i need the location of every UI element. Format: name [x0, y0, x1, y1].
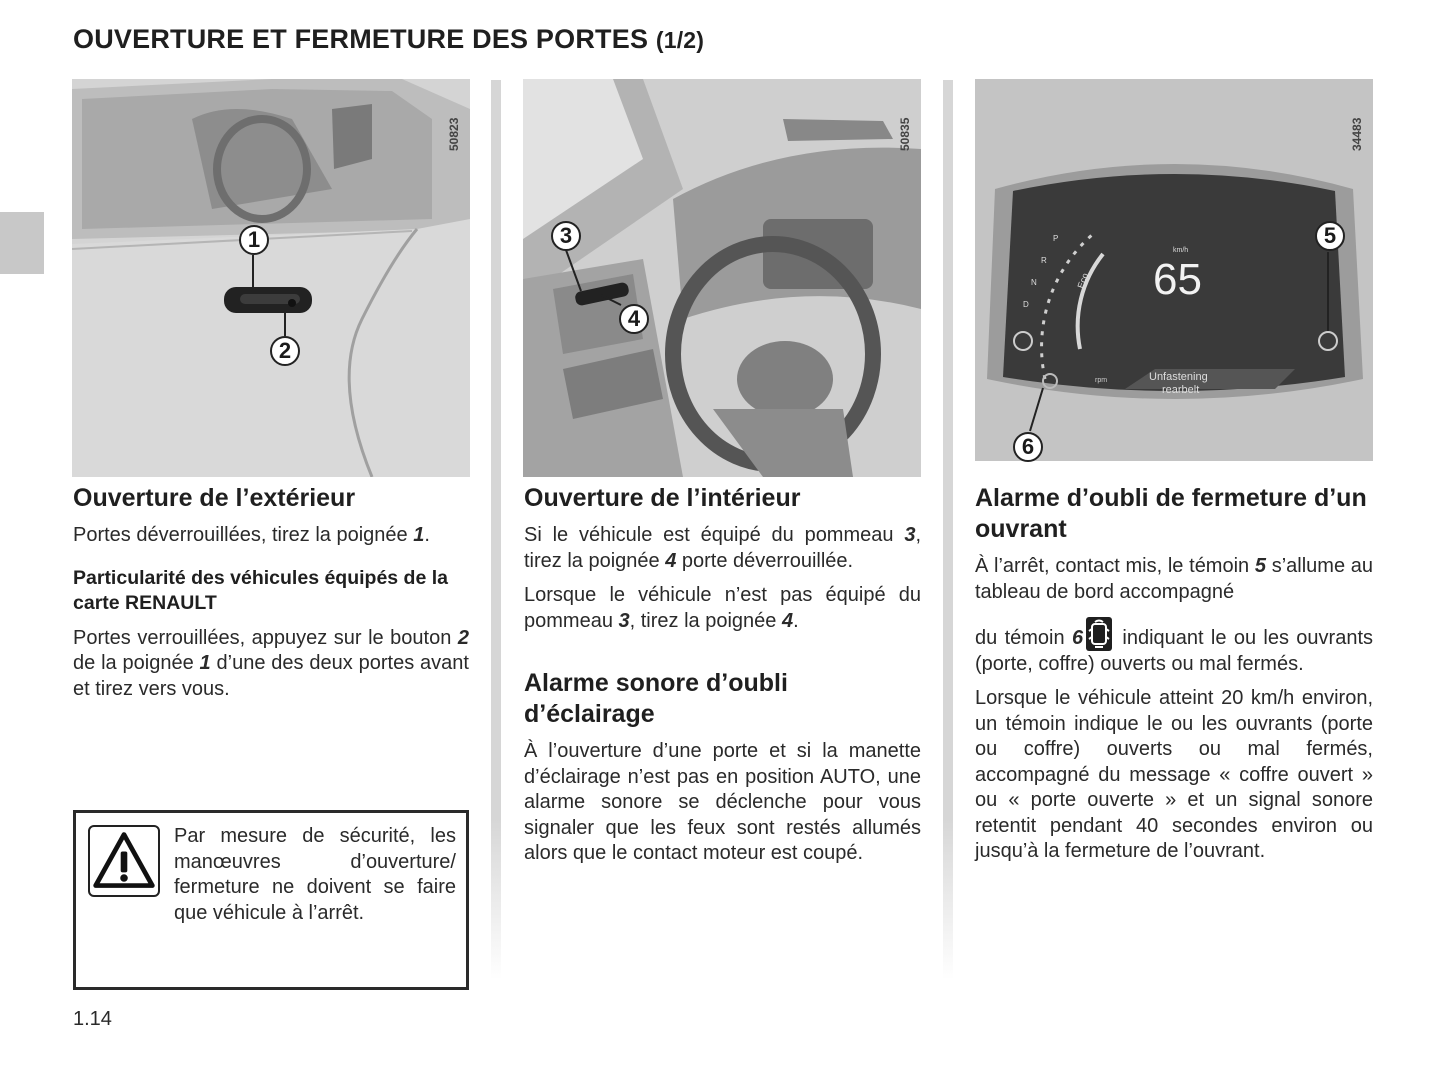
column-divider — [943, 80, 953, 980]
gear-n-label: N — [1031, 278, 1037, 287]
callout-3: 3 — [551, 221, 581, 251]
page-title-part: (1/2) — [655, 27, 705, 53]
callout-1: 1 — [239, 225, 269, 255]
rpm-label: rpm — [1095, 377, 1108, 384]
gear-p-label: P — [1053, 234, 1059, 243]
warning-box — [73, 810, 469, 990]
section-heading: Ouverture de l’intérieur — [524, 484, 801, 512]
column-1 — [73, 483, 469, 702]
paragraph: À l’arrêt, contact mis, le témoin 5 s’allume au tableau de bord accompagné — [975, 555, 1374, 603]
figure-code: 34483 — [1350, 117, 1364, 151]
callout-2: 2 — [270, 336, 300, 366]
door-open-warning-icon — [1086, 617, 1112, 651]
paragraph: Si le véhicule est équipé du pommeau 3, tirez la poignée 4 porte déverrouillée. — [524, 524, 921, 572]
section-heading: Alarme sonore d’oubli d’éclairage — [524, 669, 788, 728]
callout-6: 6 — [1013, 432, 1043, 462]
section-tab — [0, 212, 44, 274]
column-divider — [491, 80, 501, 980]
message-line-2: rearbelt — [1162, 384, 1200, 396]
column-2 — [524, 483, 921, 867]
paragraph: du témoin 6 indiquant le ou les ouvrants (porte, coffre) ouverts ou mal fermés. — [975, 617, 1373, 677]
page-title: OUVERTURE ET FERMETURE DES PORTES (1/2) — [73, 24, 705, 54]
eco-label: Eco — [1075, 271, 1091, 290]
paragraph: Lorsque le véhicule atteint 20 km/h environ, un témoin indique le ou les ouvrants (porte ou coffre) ouverts ou mal fermés, accompagné du message « coffre ouvert » ou « porte ouverte » et un signal sonore retentit pendant 40 secondes environ ou jusqu’à la fermeture de l’ouvrant. — [975, 687, 1373, 862]
warning-text: Par mesure de sécurité, les manœuvres d’ouverture/ fermeture ne doivent se faire que véhicule à l’arrêt. — [174, 825, 456, 924]
message-line-1: Unfastening — [1149, 371, 1208, 383]
speed-value: 65 — [1153, 255, 1202, 304]
paragraph: Portes verrouillées, appuyez sur le bouton 2 de la poignée 1 d’une des deux portes avant et tirez vers vous. — [73, 626, 469, 700]
section-heading: Ouverture de l’extérieur — [73, 484, 356, 512]
gear-d-label: D — [1023, 300, 1029, 309]
page-number: 1.14 — [73, 1008, 112, 1030]
paragraph: Lorsque le véhicule n’est pas équipé du pommeau 3, tirez la poignée 4. — [524, 584, 921, 632]
paragraph: À l’ouverture d’une porte et si la manette d’éclairage n’est pas en position AUTO, une alarme sonore se déclenche pour vous signaler que les feux sont restés allumés alors que le contact moteur est coupé. — [524, 740, 921, 864]
callout-5: 5 — [1315, 221, 1345, 251]
paragraph: Portes déverrouillées, tirez la poignée 1. — [73, 524, 430, 546]
figure-interior — [523, 79, 921, 477]
figure-code: 50823 — [447, 117, 461, 151]
figure-dashboard — [975, 79, 1373, 477]
subheading: Particularité des véhicules équipés de la carte RENAULT — [73, 566, 448, 614]
figure-code: 50835 — [898, 117, 912, 151]
gear-r-label: R — [1041, 256, 1047, 265]
figure-exterior-door — [72, 79, 470, 477]
column-3 — [975, 483, 1373, 865]
speed-unit: km/h — [1173, 247, 1189, 254]
warning-triangle-icon — [88, 825, 160, 897]
section-heading: Alarme d’oubli de fermeture d’un ouvrant — [975, 484, 1367, 543]
callout-4: 4 — [619, 304, 649, 334]
